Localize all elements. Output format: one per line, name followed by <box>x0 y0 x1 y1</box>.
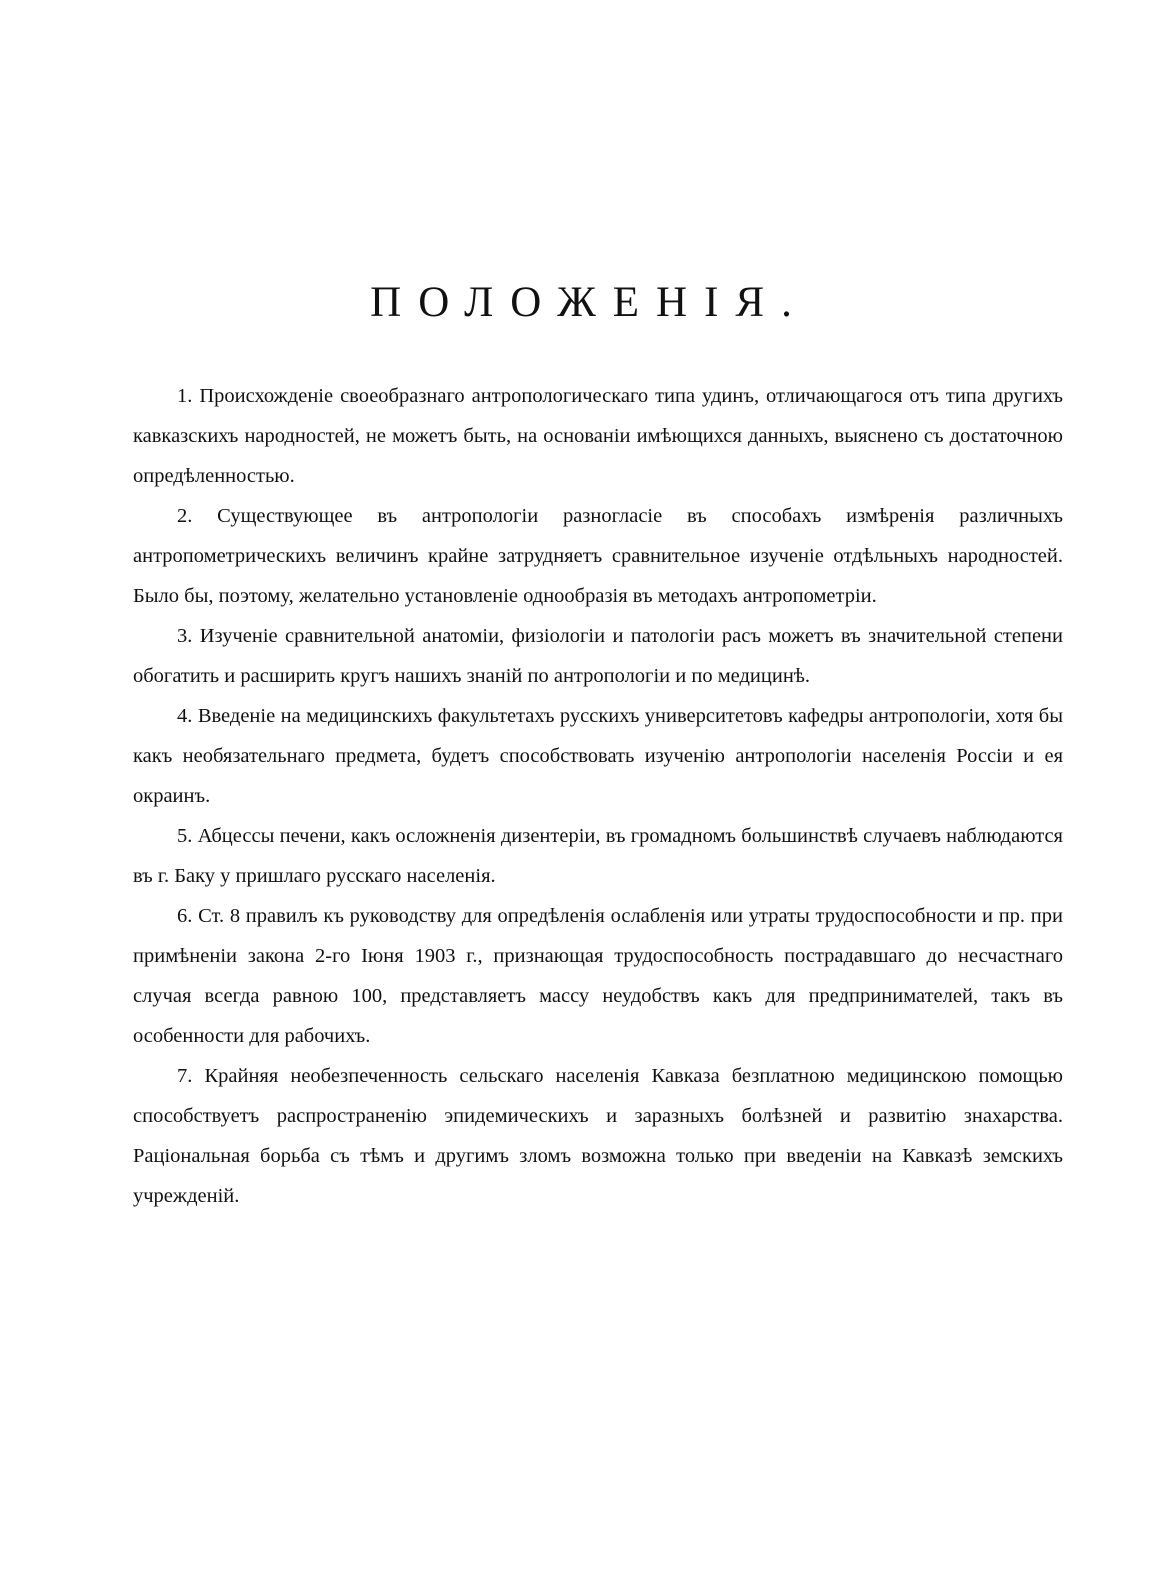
thesis-item: 4. Введеніе на медицинскихъ факультетахъ русскихъ университетовъ кафедры антропологіи, хотя бы какъ необязательнаго предмета, будетъ способствовать изученію антропологіи населенія Россіи и ея окраинъ. <box>133 705 1063 807</box>
thesis-item: 7. Крайняя необезпеченность сельскаго населенія Кавказа безплатною медицинскою помощью способствуетъ распространенію эпидемическихъ и заразныхъ болѣзней и развитію знахарства. Раціональная борьба съ тѣмъ и другимъ зломъ возможна только при введеніи на Кавказѣ земскихъ учрежденій. <box>133 1065 1063 1207</box>
thesis-item: 2. Существующее въ антропологіи разногласіе въ способахъ измѣренія различныхъ антропометрическихъ величинъ крайне затрудняетъ сравнительное изученіе отдѣльныхъ народностей. Было бы, поэтому, желательно установленіе однообразія въ методахъ антропометріи. <box>133 505 1063 607</box>
theses-list <box>133 376 1063 1216</box>
thesis-item: 3. Изученіе сравнительной анатоміи, физіологіи и патологіи расъ можетъ въ значительной степени обогатить и расширить кругъ нашихъ знаній по антропологіи и по медицинѣ. <box>133 625 1063 687</box>
page-title: ПОЛОЖЕНІЯ. <box>370 279 809 326</box>
thesis-item: 6. Ст. 8 правилъ къ руководству для опредѣленія ослабленія или утраты трудоспособности и пр. при примѣненіи закона 2-го Іюня 1903 г., признающая трудоспособность пострадавшаго до несчастнаго случая всегда равною 100, представляетъ массу неудобствъ какъ для предпринимателей, такъ въ особенности для рабочихъ. <box>133 905 1063 1047</box>
thesis-item: 1. Происхожденіе своеобразнаго антропологическаго типа удинъ, отличающагося отъ типа другихъ кавказскихъ народностей, не можетъ быть, на основаніи имѣющихся данныхъ, выяснено съ достаточною опредѣленностью. <box>133 385 1063 487</box>
thesis-item: 5. Абцессы печени, какъ осложненія дизентеріи, въ громадномъ большинствѣ случаевъ наблюдаются въ г. Баку у пришлаго русскаго населенія. <box>133 825 1063 887</box>
